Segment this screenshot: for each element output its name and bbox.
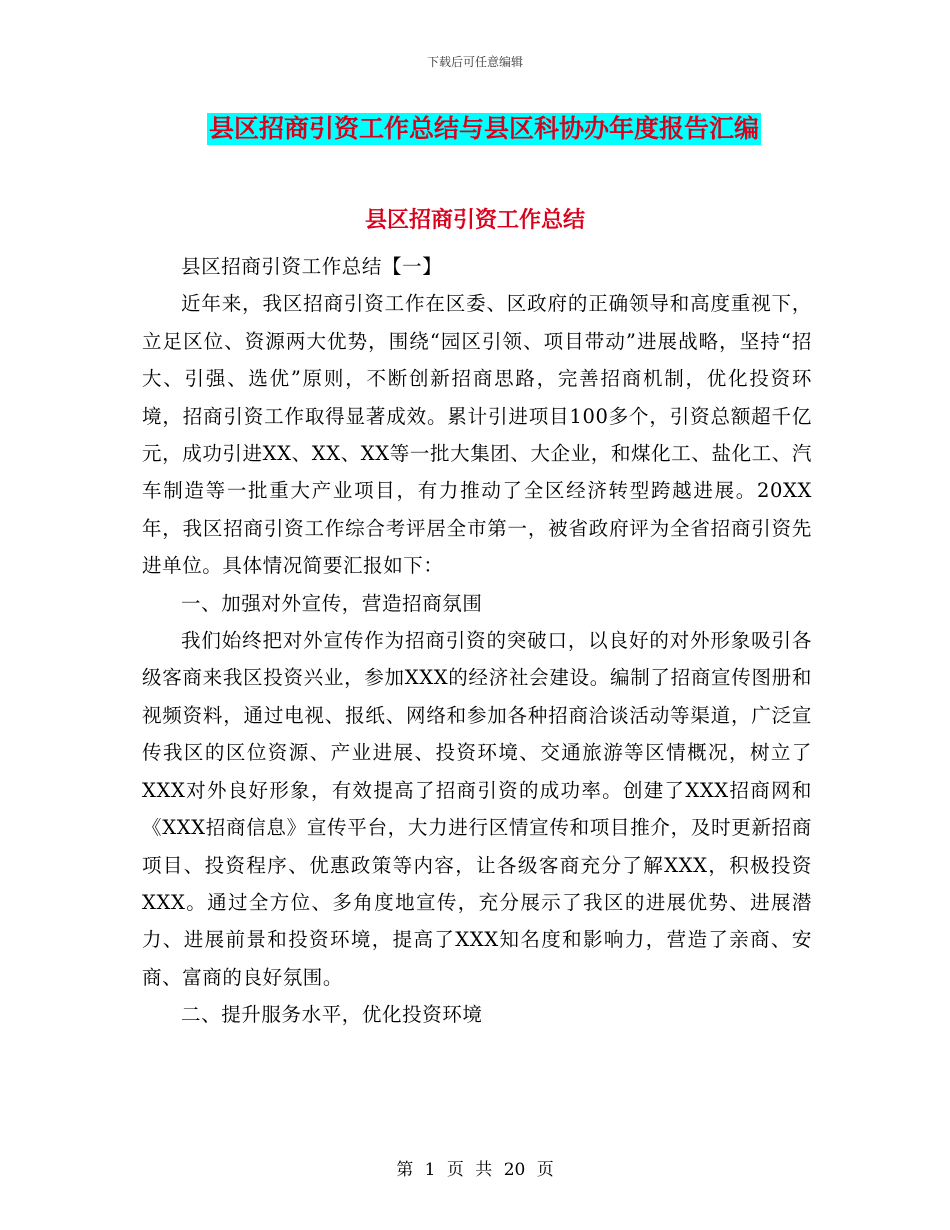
page-footer: 第 1 页 共 20 页 bbox=[396, 1160, 554, 1180]
body-paragraph-publicity: 我们始终把对外宣传作为招商引资的突破口，以良好的对外形象吸引各级客商来我区投资兴业，参加XXX的经济社会建设。编制了招商宣传图册和视频资料，通过电视、报纸、网络和参加各种招商洽谈活动等渠道，广泛宣传我区的区位资源、产业进展、投资环境、交通旅游等区情概况，树立了XXX对外良好形象，有效提高了招商引资的成功率。创建了XXX招商网和《XXX招商信息》宣传平台，大力进行区情宣传和项目推介，及时更新招商项目、投资程序、优惠政策等内容，让各级客商充分了解XXX，积极投资XXX。通过全方位、多角度地宣传，充分展示了我区的进展优势、进展潜力、进展前景和投资环境，提高了XXX知名度和影响力，营造了亲商、安商、富商的良好氛围。 bbox=[142, 629, 812, 989]
subheading-service: 二、提升服务水平，优化投资环境 bbox=[181, 1003, 483, 1027]
header-note: 下载后可任意编辑 bbox=[426, 55, 523, 69]
body-paragraph-intro: 近年来，我区招商引资工作在区委、区政府的正确领导和高度重视下，立足区位、资源两大优势，围绕“园区引领、项目带动”进展战略，坚持“招大、引强、选优”原则，不断创新招商思路，完善招商机制，优化投资环境，招商引资工作取得显著成效。累计引进项目100多个，引资总额超千亿元，成功引进XX、XX、XX等一批大集团、大企业，和煤化工、盐化工、汽车制造等一批重大产业项目，有力推动了全区经济转型跨越进展。20XX年，我区招商引资工作综合考评居全市第一，被省政府评为全省招商引资先进单位。具体情况简要汇报如下： bbox=[142, 292, 812, 578]
document-body bbox=[142, 248, 812, 1034]
section-title: 县区招商引资工作总结 bbox=[364, 208, 585, 233]
subheading-part-one: 县区招商引资工作总结【一】 bbox=[181, 255, 443, 278]
document-main-title: 县区招商引资工作总结与县区科协办年度报告汇编 bbox=[209, 114, 760, 143]
subheading-publicity: 一、加强对外宣传，营造招商氛围 bbox=[181, 591, 483, 615]
